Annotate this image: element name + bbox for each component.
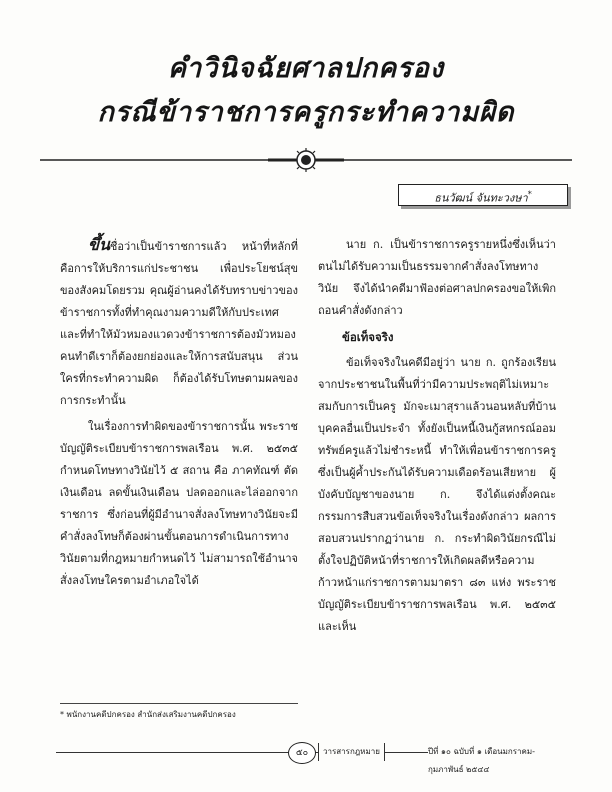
footnote-divider [60, 703, 298, 704]
author-box [398, 184, 568, 206]
page-title-line-2: กรณีข้าราชการครูกระทำความผิด [97, 97, 515, 128]
page-title-line-1: คำวินิจฉัยศาลปกครอง [167, 53, 445, 84]
author-footnote-mark: * [527, 190, 532, 199]
journal-name: วารสารกฎหมาย [318, 743, 385, 761]
section-heading-facts: ข้อเท็จจริง [342, 330, 394, 344]
left-paragraph-1 [60, 234, 298, 412]
page-number: ๕๐ [288, 742, 316, 764]
author-name: ธนวัฒน์ จันทะวงษา [434, 191, 528, 205]
left-column [60, 234, 298, 596]
drop-cap-word: ขึ้น [88, 235, 110, 254]
page-footer [56, 742, 562, 774]
issue-info: ปีที่ ๑๐ ฉบับที่ ๑ เดือนมกราคม-กุมภาพันธ์ ๒๕๔๔ [428, 743, 562, 779]
right-column [318, 234, 556, 642]
left-paragraph-2: ในเรื่องการทำผิดของข้าราชการนั้น พระราชบัญญัติระเบียบข้าราชการพลเรือน พ.ศ. ๒๕๓๕ กำหนดโทษทางวินัยไว้ ๕ สถาน คือ ภาคทัณฑ์ ตัดเงินเดือน ลดขั้นเงินเดือน ปลดออกและไล่ออกจากราชการ ซึ่งก่อนที่ผู้มีอำนาจสั่งลงโทษทางวินัยจะมีคำสั่งลงโทษก็ต้องผ่านขั้นตอนการดำเนินการทางวินัยตามที่กฎหมายกำหนดไว้ ไม่สามารถใช้อำนาจสั่งลงโทษใครตามอำเภอใจได้ [60, 420, 298, 587]
right-paragraph-2: ข้อเท็จจริงในคดีมีอยู่ว่า นาย ก. ถูกร้องเรียนจากประชาชนในพื้นที่ว่ามีความประพฤติไม่เหมาะสมกับการเป็นครู มักจะเมาสุราแล้วนอนหลับที่บ้านบุคคลอื่นเป็นประจำ ทั้งยังเป็นหนี้เงินกู้สหกรณ์ออมทรัพย์ครูแล้วไม่ชำระหนี้ ทำให้เพื่อนข้าราชการครูซึ่งเป็นผู้ค้ำประกันได้รับความเดือดร้อนเสียหาย ผู้บังคับบัญชาของนาย ก. จึงได้แต่งตั้งคณะกรรมการสืบสวนข้อเท็จจริงในเรื่องดังกล่าว ผลการสอบสวนปรากฏว่านาย ก. กระทำผิดวินัยกรณีไม่ตั้งใจปฏิบัติหน้าที่ราชการให้เกิดผลดีหรือความก้าวหน้าแก่ราชการตามมาตรา ๘๓ แห่ง พระราชบัญญัติระเบียบข้าราชการพลเรือน พ.ศ. ๒๕๓๕ และเห็น [318, 356, 556, 633]
ornament-divider-icon [40, 148, 572, 172]
right-paragraph-1: นาย ก. เป็นข้าราชการครูรายหนึ่งซึ่งเห็นว่าตนไม่ได้รับความเป็นธรรมจากคำสั่งลงโทษทางวินัย จึงได้นำคดีมาฟ้องต่อศาลปกครองขอให้เพิกถอนคำสั่งดังกล่าว [318, 238, 556, 317]
footnote: * พนักงานคดีปกครอง สำนักส่งเสริมงานคดีปกครอง [60, 710, 236, 719]
left-paragraph-1-text: ชื่อว่าเป็นข้าราชการแล้ว หน้าที่หลักที่คือการให้บริการแก่ประชาชน เพื่อประโยชน์สุขของสังคมโดยรวม คุณผู้อ่านคงได้รับทราบข่าวของข้าราชการทั้งที่ทำคุณงามความดีให้กับประเทศ และที่ทำให้มัวหมองแวดวงข้าราชการต้องมัวหมอง คนทำดีเราก็ต้องยกย่องและให้การสนับสนุน ส่วนใครที่กระทำความผิด ก็ต้องได้รับโทษตามผลของการกระทำนั้น [60, 240, 298, 407]
